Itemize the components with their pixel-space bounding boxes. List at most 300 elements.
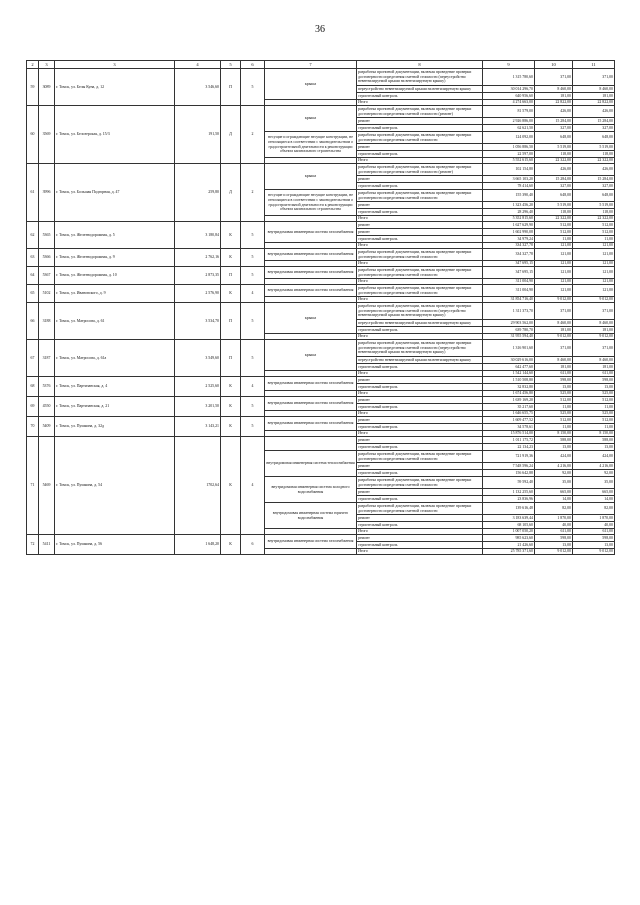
wall-material: П [221, 340, 241, 377]
work-cost: 7 548 596,24 [483, 463, 535, 470]
header-cell: 3 [39, 61, 55, 69]
work-type: строительный контроль [357, 236, 483, 243]
max-unit-cost: 598,00 [573, 377, 615, 384]
unit-cost: 13,00 [535, 384, 573, 391]
total-max-unit-cost: 22 822,00 [573, 100, 615, 106]
table-row [27, 249, 615, 261]
max-unit-cost: 11,00 [573, 404, 615, 411]
work-cost: 30 014 296,70 [483, 86, 535, 93]
work-type: ремонт [357, 463, 483, 470]
work-cost: 62 621,50 [483, 125, 535, 132]
work-cost: 1 056 886,50 [483, 144, 535, 151]
floor-count: 5 [241, 340, 265, 377]
work-cost: 34 979,24 [483, 236, 535, 243]
table-row [27, 106, 615, 118]
row-number: 62 [27, 222, 39, 249]
work-type: разработка проектной документации, включая проведение проверки достоверности определения сметной стоимости [357, 267, 483, 279]
max-unit-cost: 648,00 [573, 132, 615, 144]
total-max-unit-cost: 611,00 [573, 529, 615, 535]
work-cost: 1 315 780,60 [483, 69, 535, 86]
total-label: Итого [357, 411, 483, 417]
work-type: строительный контроль [357, 364, 483, 371]
work-type: ремонт [357, 176, 483, 183]
max-unit-cost: 118,00 [573, 209, 615, 216]
table-row [27, 222, 615, 229]
total-cost: 1 007 050,20 [483, 529, 535, 535]
row-number: 69 [27, 397, 39, 417]
max-unit-cost: 371,00 [573, 303, 615, 320]
max-unit-cost: 15 284,00 [573, 176, 615, 183]
total-unit-cost: 121,00 [535, 261, 573, 267]
work-type: строительный контроль [357, 444, 483, 451]
max-unit-cost: 327,00 [573, 183, 615, 190]
unit-cost: 327,00 [535, 125, 573, 132]
unit-cost: 512,00 [535, 417, 573, 424]
max-unit-cost: 8 460,00 [573, 86, 615, 93]
work-cost: 721 919,36 [483, 451, 535, 463]
work-cost: 28 296,40 [483, 209, 535, 216]
house-address: г. Томск, ул. Партизанская, д. 4 [55, 377, 175, 397]
unit-cost: 121,00 [535, 249, 573, 261]
work-type: разработка проектной документации, включая проведение проверки достоверности определения сметной стоимости [357, 503, 483, 515]
house-area: 3 143,21 [175, 417, 221, 437]
house-area: 2 873,35 [175, 267, 221, 285]
work-type: разработка проектной документации, включая проведение проверки достоверности определения сметной стоимости [357, 132, 483, 144]
max-unit-cost: 15 284,00 [573, 118, 615, 125]
unit-cost: 15 284,00 [535, 118, 573, 125]
system-name: внутридомовая инженерная система холодного водоснабжения [265, 477, 357, 503]
unit-cost: 598,00 [535, 377, 573, 384]
house-address: г. Томск, ул. Железнодорожная, д. 9 [55, 249, 175, 267]
total-unit-cost: 611,00 [535, 371, 573, 377]
table-row [27, 303, 615, 320]
house-code: 5409 [39, 417, 55, 437]
unit-cost: 512,00 [535, 229, 573, 236]
work-cost: 1 510 508,80 [483, 377, 535, 384]
work-cost: 155 390,40 [483, 190, 535, 202]
unit-cost: 648,00 [535, 190, 573, 202]
unit-cost: 665,00 [535, 489, 573, 496]
work-type: переустройство невентилируемой крыши на вентилируемую крышу [357, 357, 483, 364]
work-type: разработка проектной документации, включая проведение проверки достоверности определения сметной стоимости [357, 190, 483, 202]
system-name: крыша [265, 69, 357, 100]
total-label: Итого [357, 297, 483, 303]
unit-cost: 4 216,00 [535, 463, 573, 470]
work-cost: 22 597,00 [483, 151, 535, 158]
work-type: строительный контроль [357, 183, 483, 190]
work-type: разработка проектной документации, включая проведение проверки достоверности определения сметной стоимости [357, 477, 483, 489]
unit-cost: 8 460,00 [535, 320, 573, 327]
work-type: строительный контроль [357, 522, 483, 529]
total-unit-cost: 525,00 [535, 411, 573, 417]
work-cost: 102 154,80 [483, 164, 535, 176]
wall-material: К [221, 535, 241, 555]
unit-cost: 92,00 [535, 470, 573, 477]
system-name: внутридомовая инженерная система газоснабжения [265, 417, 357, 431]
total-unit-cost: 121,00 [535, 279, 573, 285]
total-cost: 31 854 716,40 [483, 297, 535, 303]
work-type: ремонт [357, 535, 483, 542]
work-type: строительный контроль [357, 404, 483, 411]
house-code: 5366 [39, 249, 55, 267]
work-type: ремонт [357, 144, 483, 151]
work-cost: 35 217,60 [483, 404, 535, 411]
unit-cost: 426,00 [535, 164, 573, 176]
header-cell: 4 [175, 61, 221, 69]
house-address: г. Томск, ул. Пушкина, д. 32д [55, 417, 175, 437]
total-cost: 5 552 615,60 [483, 158, 535, 164]
unit-cost: 371,00 [535, 340, 573, 357]
unit-cost: 40,00 [535, 522, 573, 529]
unit-cost: 35,00 [535, 477, 573, 489]
max-unit-cost: 512,00 [573, 417, 615, 424]
work-cost: 1 323 456,20 [483, 202, 535, 209]
floor-count: 4 [241, 377, 265, 397]
work-cost: 59 592,40 [483, 477, 535, 489]
total-label: Итого [357, 371, 483, 377]
unit-cost: 118,00 [535, 209, 573, 216]
work-cost: 1 639 169,20 [483, 397, 535, 404]
house-code: 3188 [39, 303, 55, 340]
total-cost: 311 004,90 [483, 279, 535, 285]
wall-material: К [221, 397, 241, 417]
unit-cost: 426,00 [535, 106, 573, 118]
work-type: ремонт [357, 222, 483, 229]
total-cost: 15 876 514,00 [483, 431, 535, 437]
house-address: г. Томск, ул. Матросова, д. 61а [55, 340, 175, 377]
unit-cost: 82,00 [535, 503, 573, 515]
max-unit-cost: 327,00 [573, 125, 615, 132]
table-row [27, 267, 615, 279]
max-unit-cost: 648,00 [573, 190, 615, 202]
house-address: г. Томск, ул. Белозерская, д. 15/3 [55, 106, 175, 164]
house-address: г. Томск, ул. Белы Куна, д. 12 [55, 69, 175, 106]
system-name: внутридомовая инженерная система газоснабжения [265, 397, 357, 411]
work-type: переустройство невентилируемой крыши на вентилируемую крышу [357, 86, 483, 93]
total-max-unit-cost: 9 012,00 [573, 549, 615, 555]
max-unit-cost: 121,00 [573, 249, 615, 261]
row-number: 70 [27, 417, 39, 437]
house-code: 5102 [39, 285, 55, 303]
unit-cost: 121,00 [535, 267, 573, 279]
work-cost: 985 623,60 [483, 535, 535, 542]
system-name: крыша [265, 164, 357, 190]
work-type: строительный контроль [357, 209, 483, 216]
house-address: г. Томск, ул. Партизанская, д. 21 [55, 397, 175, 417]
total-cost: 1 646 655,75 [483, 411, 535, 417]
max-unit-cost: 512,00 [573, 229, 615, 236]
total-unit-cost: 9 012,00 [535, 297, 573, 303]
work-type: разработка проектной документации, включая проведение проверки достоверности определения сметной стоимости (ремонт) [357, 164, 483, 176]
unit-cost: 15 284,00 [535, 176, 573, 183]
work-cost: 1 311 373,70 [483, 303, 535, 320]
header-cell: 3 [55, 61, 175, 69]
house-address: г. Томск, ул. Пушкина, д. 54 [55, 437, 175, 535]
total-max-unit-cost: 611,00 [573, 371, 615, 377]
wall-material: К [221, 437, 241, 535]
system-name: несущие и ограждающие несущие конструкции, не относящиеся в соответствии с законодательством о градостроительной деятельности к реконструкции объекта капитального строительства [265, 190, 357, 216]
max-unit-cost: 13,00 [573, 542, 615, 549]
house-code: 5376 [39, 377, 55, 397]
wall-material: П [221, 267, 241, 285]
row-number: 64 [27, 267, 39, 285]
house-area: 2 576,90 [175, 285, 221, 303]
max-unit-cost: 82,00 [573, 503, 615, 515]
header-cell: 10 [535, 61, 573, 69]
work-cost: 1 609 477,52 [483, 417, 535, 424]
work-cost: 1 132 255,60 [483, 489, 535, 496]
total-max-unit-cost: 9 012,00 [573, 334, 615, 340]
work-cost: 30 029 616,00 [483, 357, 535, 364]
unit-cost: 121,00 [535, 285, 573, 297]
work-cost: 1 602 990,08 [483, 229, 535, 236]
work-type: строительный контроль [357, 125, 483, 132]
max-unit-cost: 40,00 [573, 522, 615, 529]
total-unit-cost: 22 322,00 [535, 158, 573, 164]
row-number: 72 [27, 535, 39, 555]
total-label: Итого [357, 158, 483, 164]
total-unit-cost: 22 322,00 [535, 216, 573, 222]
unit-cost: 424,00 [535, 451, 573, 463]
work-type: строительный контроль [357, 424, 483, 431]
row-number: 63 [27, 249, 39, 267]
row-number: 68 [27, 377, 39, 397]
total-unit-cost: 22 822,00 [535, 100, 573, 106]
table-row [27, 164, 615, 176]
unit-cost: 648,00 [535, 132, 573, 144]
work-type: разработка проектной документации, включая проведение проверки достоверности определения сметной стоимости (переустройство невентилируемой крыши на вентилируемую крышу) [357, 340, 483, 357]
total-max-unit-cost: 8 150,00 [573, 431, 615, 437]
total-unit-cost: 8 150,00 [535, 431, 573, 437]
row-number: 65 [27, 285, 39, 303]
house-area: 3 549,60 [175, 340, 221, 377]
total-cost: 347 695,15 [483, 261, 535, 267]
unit-cost: 1 870,00 [535, 515, 573, 522]
max-unit-cost: 14,00 [573, 496, 615, 503]
work-cost: 34 578,61 [483, 424, 535, 431]
wall-material: К [221, 285, 241, 303]
system-name [265, 437, 357, 451]
work-type: строительный контроль [357, 327, 483, 334]
system-name: внутридомовая инженерная система газоснабжения [265, 249, 357, 261]
unit-cost: 8 460,00 [535, 86, 573, 93]
capital-repair-table [26, 60, 615, 555]
work-type: переустройство невентилируемой крыши на вентилируемую крышу [357, 320, 483, 327]
row-number: 66 [27, 303, 39, 340]
system-name: крыша [265, 340, 357, 371]
total-max-unit-cost: 525,00 [573, 411, 615, 417]
column-number-row [27, 61, 615, 69]
wall-material: П [221, 69, 241, 106]
work-cost: 1 316 901,60 [483, 340, 535, 357]
max-unit-cost: 13,00 [573, 444, 615, 451]
house-area: 3 546,60 [175, 69, 221, 106]
header-cell: 7 [265, 61, 357, 69]
unit-cost: 8 460,00 [535, 357, 573, 364]
max-unit-cost: 11,00 [573, 236, 615, 243]
house-code: 3089 [39, 69, 55, 106]
house-address: г. Томск, ул. Железнодорожная, д. 10 [55, 267, 175, 285]
wall-material: К [221, 417, 241, 437]
work-cost: 156 642,88 [483, 470, 535, 477]
row-number: 61 [27, 164, 39, 222]
work-type: разработка проектной документации, включая проведение проверки достоверности определения сметной стоимости [357, 451, 483, 463]
work-type: разработка проектной документации, включая проведение проверки достоверности определения сметной стоимости (переустройство невентилируемой крыши на вентилируемую крышу) [357, 69, 483, 86]
total-unit-cost: 525,00 [535, 391, 573, 397]
unit-cost: 11,00 [535, 236, 573, 243]
floor-count: 5 [241, 417, 265, 437]
unit-cost: 512,00 [535, 397, 573, 404]
row-number: 71 [27, 437, 39, 535]
unit-cost: 181,00 [535, 327, 573, 334]
unit-cost: 11,00 [535, 404, 573, 411]
total-label: Итого [357, 279, 483, 285]
max-unit-cost: 121,00 [573, 285, 615, 297]
max-unit-cost: 426,00 [573, 164, 615, 176]
max-unit-cost: 13,00 [573, 384, 615, 391]
unit-cost: 118,00 [535, 151, 573, 158]
house-address: г. Томск, ул. Железнодорожная, д. 5 [55, 222, 175, 249]
total-system-cell [265, 549, 357, 555]
work-type: ремонт [357, 202, 483, 209]
work-type: ремонт [357, 397, 483, 404]
work-cost: 3 183 639,44 [483, 515, 535, 522]
work-cost: 347 695,15 [483, 267, 535, 279]
house-code: 3996 [39, 164, 55, 222]
work-cost: 640 956,60 [483, 93, 535, 100]
max-unit-cost: 121,00 [573, 267, 615, 279]
house-code: 5367 [39, 267, 55, 285]
house-area: 1 648,20 [175, 535, 221, 555]
wall-material: К [221, 377, 241, 397]
system-name: внутридомовая инженерная система газоснабжения [265, 222, 357, 243]
total-max-unit-cost: 121,00 [573, 243, 615, 249]
table-row [27, 417, 615, 424]
floor-count: 5 [241, 69, 265, 106]
work-cost: 3 665 103,20 [483, 176, 535, 183]
row-number: 60 [27, 106, 39, 164]
house-address: г. Томск, ул. Ивановского, д. 9 [55, 285, 175, 303]
work-type: разработка проектной документации, включая проведение проверки достоверности определения сметной стоимости [357, 285, 483, 297]
max-unit-cost: 11,00 [573, 424, 615, 431]
total-max-unit-cost: 525,00 [573, 391, 615, 397]
max-unit-cost: 5 519,00 [573, 202, 615, 209]
total-label: Итого [357, 100, 483, 106]
floor-count: 5 [241, 222, 265, 249]
floor-count: 5 [241, 249, 265, 267]
house-area: 191,50 [175, 106, 221, 164]
work-type: ремонт [357, 489, 483, 496]
wall-material: Д [221, 106, 241, 164]
max-unit-cost: 512,00 [573, 222, 615, 229]
work-type: ремонт [357, 515, 483, 522]
house-code: 4550 [39, 397, 55, 417]
work-cost: 639 780,70 [483, 327, 535, 334]
house-address: г. Томск, ул. Пушкина, д. 56 [55, 535, 175, 555]
total-cost: 1 674 456,80 [483, 391, 535, 397]
unit-cost: 181,00 [535, 364, 573, 371]
total-unit-cost: 9 012,00 [535, 549, 573, 555]
total-max-unit-cost: 22 322,00 [573, 158, 615, 164]
floor-count: 5 [241, 267, 265, 285]
work-cost: 22 134,23 [483, 444, 535, 451]
work-cost: 1 011 175,72 [483, 437, 535, 444]
row-number: 59 [27, 69, 39, 106]
max-unit-cost: 8 460,00 [573, 320, 615, 327]
table-row [27, 285, 615, 297]
total-label: Итого [357, 334, 483, 340]
work-cost: 78 414,60 [483, 183, 535, 190]
work-cost: 642 477,60 [483, 364, 535, 371]
total-label: Итого [357, 243, 483, 249]
wall-material: Д [221, 164, 241, 222]
total-max-unit-cost: 121,00 [573, 261, 615, 267]
total-unit-cost: 9 012,00 [535, 334, 573, 340]
work-type: ремонт [357, 118, 483, 125]
work-cost: 124 092,00 [483, 132, 535, 144]
unit-cost: 598,00 [535, 535, 573, 542]
unit-cost: 588,00 [535, 437, 573, 444]
work-cost: 2 926 886,00 [483, 118, 535, 125]
system-name: внутридомовая инженерная система газоснабжения [265, 285, 357, 297]
total-unit-cost: 121,00 [535, 243, 573, 249]
total-label: Итого [357, 216, 483, 222]
floor-count: 5 [241, 303, 265, 340]
work-type: строительный контроль [357, 542, 483, 549]
system-name: внутридомовая инженерная система теплоснабжения [265, 451, 357, 477]
unit-cost: 13,00 [535, 444, 573, 451]
floor-count: 2 [241, 164, 265, 222]
header-cell: 2 [27, 61, 39, 69]
total-max-unit-cost: 121,00 [573, 279, 615, 285]
system-name: крыша [265, 303, 357, 334]
table-row [27, 397, 615, 404]
wall-material: К [221, 249, 241, 267]
floor-count: 2 [241, 106, 265, 164]
work-type: строительный контроль [357, 93, 483, 100]
house-area: 1702,64 [175, 437, 221, 535]
max-unit-cost: 598,00 [573, 535, 615, 542]
work-type: ремонт [357, 437, 483, 444]
header-cell: 5 [221, 61, 241, 69]
page-number: 36 [315, 24, 325, 35]
total-cost: 1 542 144,60 [483, 371, 535, 377]
table-row [27, 437, 615, 444]
total-unit-cost: 611,00 [535, 529, 573, 535]
max-unit-cost: 181,00 [573, 93, 615, 100]
work-type: ремонт [357, 417, 483, 424]
house-area: 3 201,50 [175, 397, 221, 417]
table-row [27, 535, 615, 542]
row-number: 67 [27, 340, 39, 377]
work-cost: 334 327,78 [483, 249, 535, 261]
house-code: 5469 [39, 437, 55, 535]
work-cost: 32 832,80 [483, 384, 535, 391]
floor-count: 5 [241, 397, 265, 417]
header-cell: 11 [573, 61, 615, 69]
work-type: строительный контроль [357, 496, 483, 503]
house-code: 5411 [39, 535, 55, 555]
work-cost: 139 616,48 [483, 503, 535, 515]
table-row [27, 340, 615, 357]
max-unit-cost: 371,00 [573, 340, 615, 357]
work-cost: 29 903 562,00 [483, 320, 535, 327]
max-unit-cost: 8 460,00 [573, 357, 615, 364]
max-unit-cost: 1 870,00 [573, 515, 615, 522]
system-name: внутридомовая инженерная система горячего водоснабжения [265, 503, 357, 529]
total-max-unit-cost: 9 012,00 [573, 297, 615, 303]
total-cost: 4 274 663,00 [483, 100, 535, 106]
